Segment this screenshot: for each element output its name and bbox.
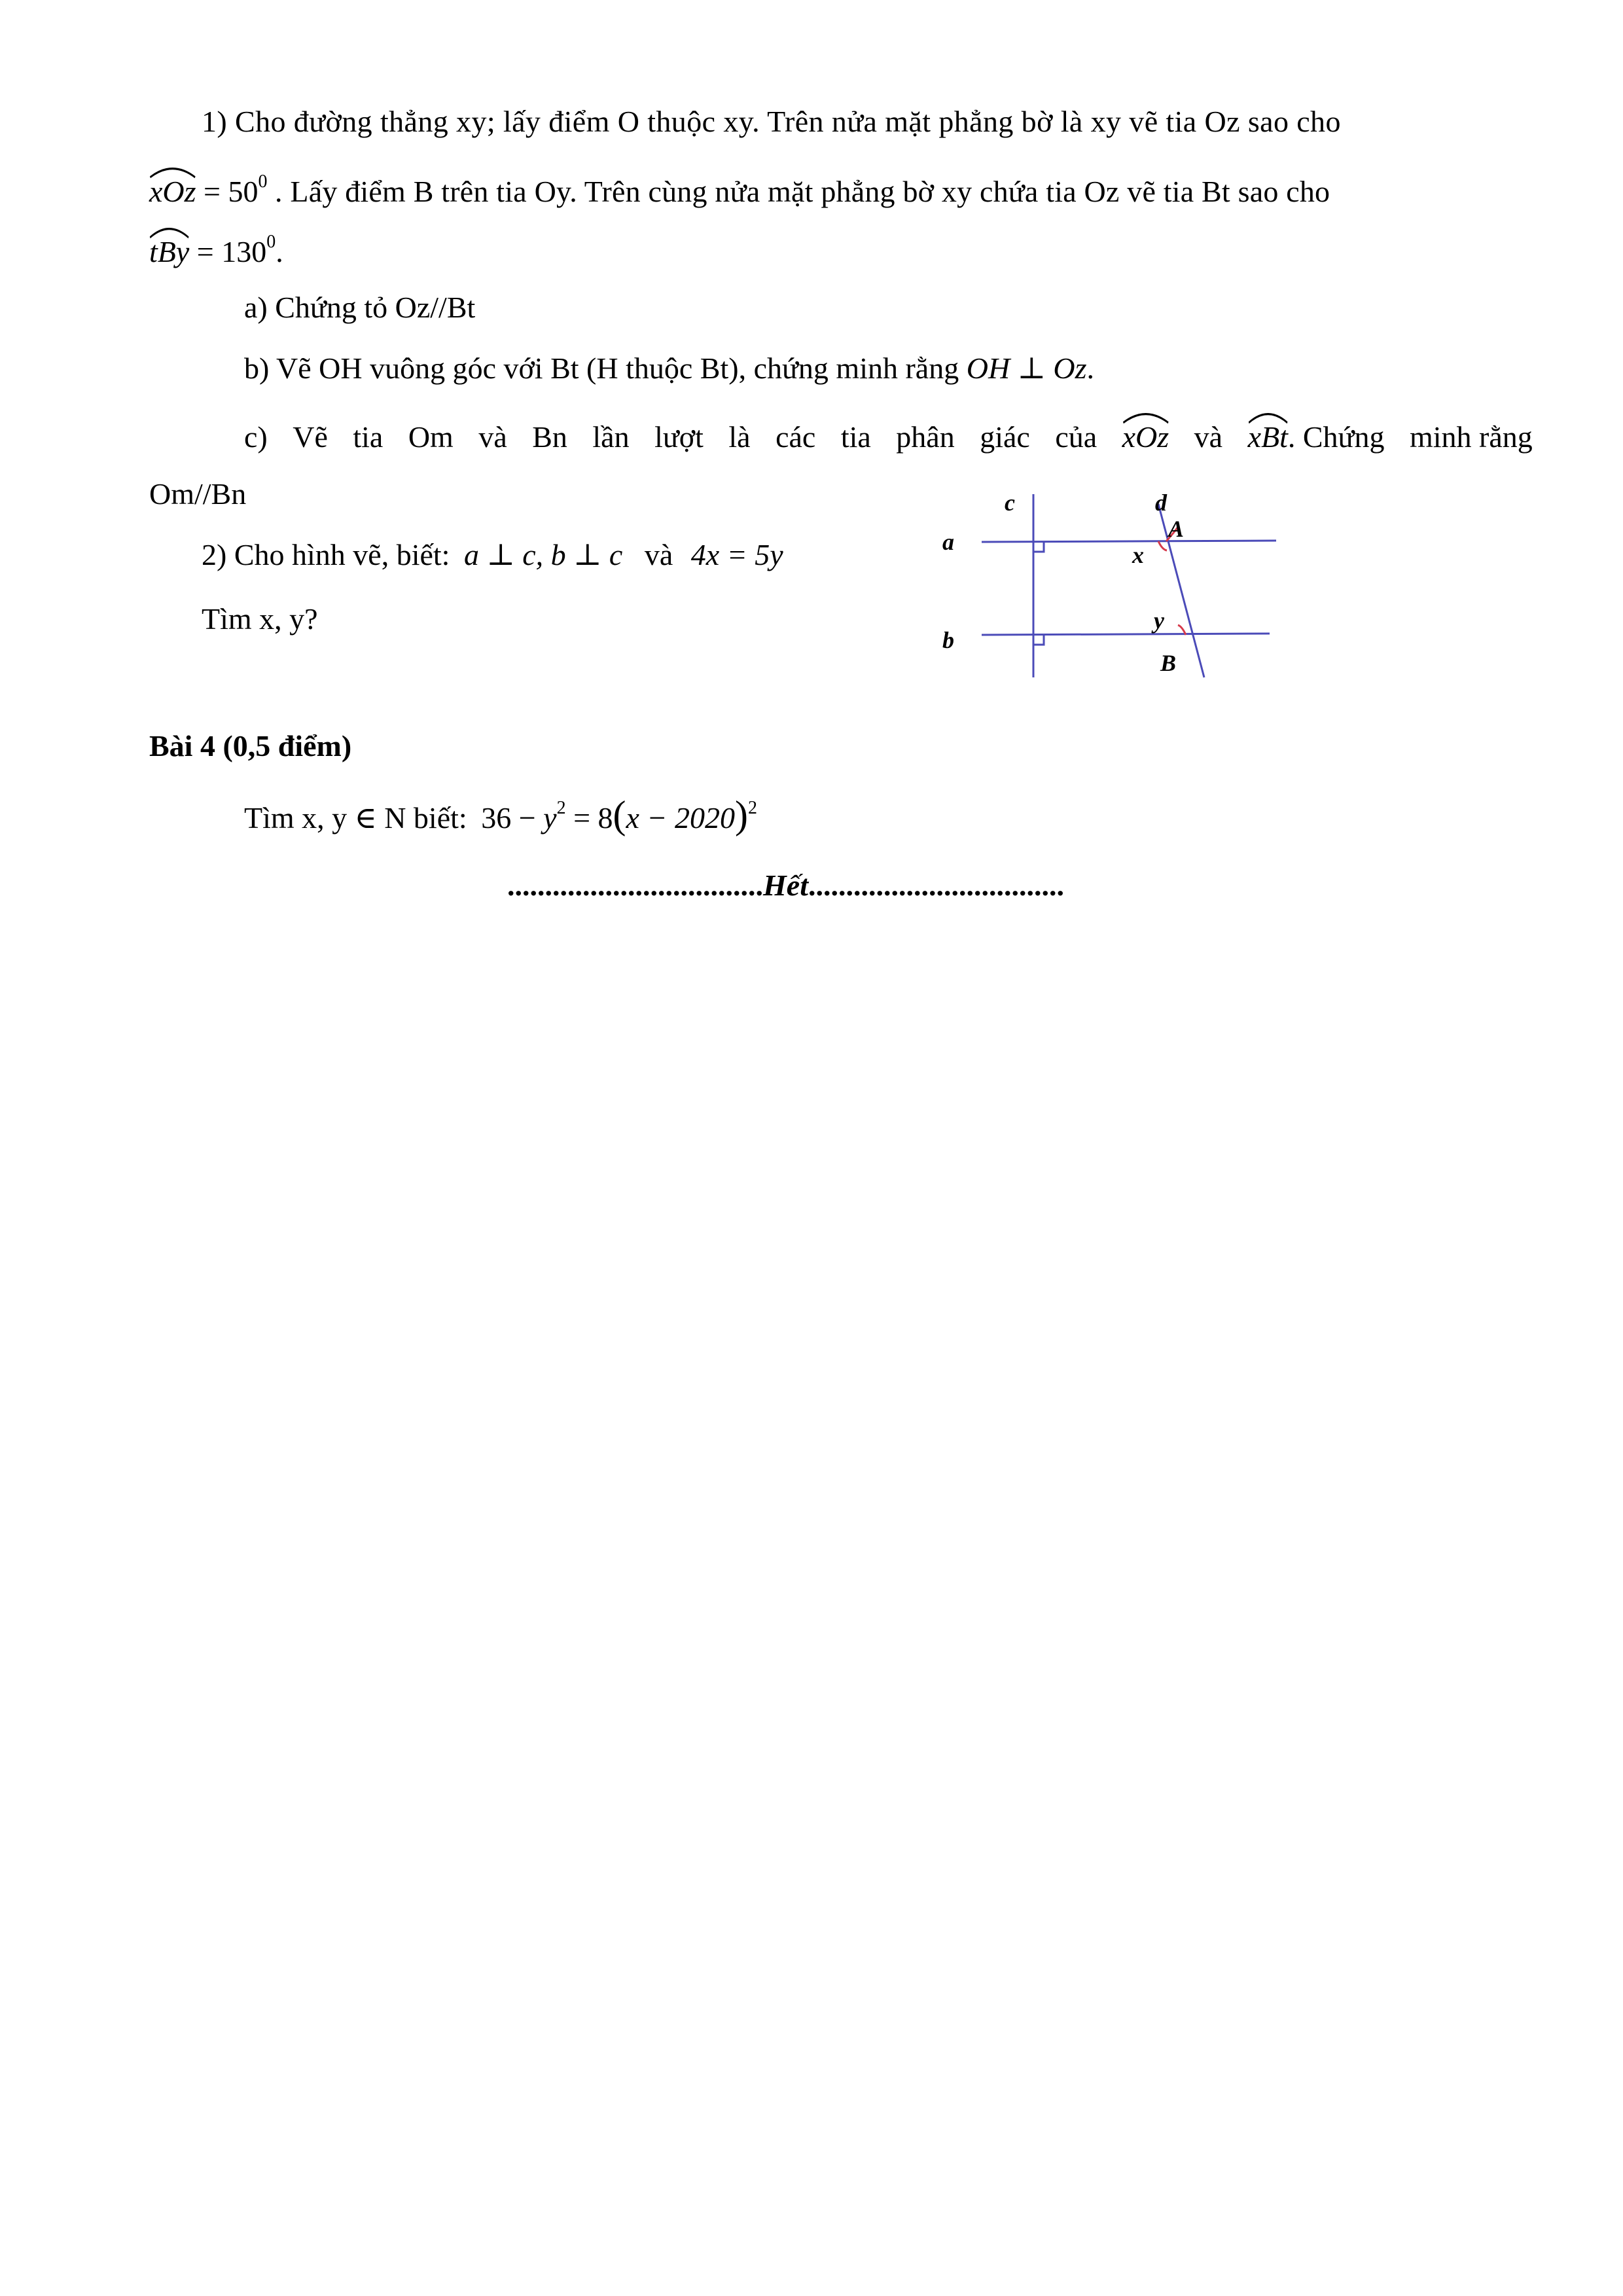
geometry-figure [942, 488, 1283, 684]
line-a [982, 541, 1276, 542]
label-a: a [942, 529, 954, 555]
label-B: B [1160, 650, 1177, 676]
q1-line1 [202, 103, 1533, 140]
q2-intro: 2) Cho hình vẽ, biết: a ⊥ c, b ⊥ c và 4x = 5y [202, 538, 783, 571]
q1-line2 [149, 164, 1330, 210]
angle-arc-x [1158, 541, 1167, 550]
degree-sign: 0 [258, 171, 268, 192]
line-b [982, 634, 1270, 635]
label-x: x [1132, 542, 1144, 568]
q1-line2-rest: . Lấy điểm B trên tia Oy. Trên cùng nửa mặt phẳng bờ xy chứa tia Oz vẽ tia Bt sao cho [275, 175, 1330, 208]
q1-part-c-line1: c) Vẽ tia Om và Bn lần lượt là các tia phân giác của xOz và xBt . Chứng minh rằng [244, 419, 1533, 456]
degree-sign-2: 0 [266, 232, 276, 252]
het-label: Hết [763, 869, 808, 902]
bai4-text: Tìm x, y ∈ N biết: $36 - y^2 = 8(x - 2020)^2$ [244, 793, 757, 836]
q1-part-c-line2: Om//Bn [149, 477, 247, 511]
angle-xOz-2: xOz [1122, 419, 1169, 456]
label-c: c [1005, 490, 1015, 516]
q1-line1-text: 1) Cho đường thẳng xy; lấy điểm O thuộc xy. Trên nửa mặt phẳng bờ là xy vẽ tia Oz sao cho [202, 105, 1341, 138]
label-d: d [1155, 490, 1167, 516]
label-b: b [942, 627, 954, 653]
q1-line3: tBy = $130^0$. [149, 224, 283, 270]
right-angle-b [1033, 635, 1044, 645]
q2-question: Tìm x, y? [202, 602, 318, 636]
angle-xOz: xOz [149, 173, 196, 210]
ratio-condition: 4x = 5y [690, 538, 783, 571]
eq-50: = 50 [204, 175, 259, 208]
q1-part-a: a) Chứng tỏ Oz//Bt [244, 291, 476, 324]
perp-condition: a ⊥ c, b ⊥ c [463, 538, 623, 571]
q1-part-b: b) Vẽ OH vuông góc với Bt (H thuộc Bt), chứng minh rằng OH ⊥ Oz. [244, 351, 1095, 385]
angle-xBt: xBt [1248, 419, 1288, 456]
label-A: A [1168, 516, 1185, 542]
end-marker: ..................................Hết.................................. [507, 869, 1064, 902]
right-angle-a [1033, 542, 1044, 552]
bai4-equation: $36 - y^2 = 8(x - 2020)^2$ [481, 793, 757, 836]
oh-perp-oz: OH ⊥ Oz [966, 351, 1087, 385]
eq-130: = 130 [196, 235, 267, 268]
label-y: y [1154, 607, 1164, 634]
angle-tBy: tBy [149, 234, 189, 270]
bai4-heading: Bài 4 (0,5 điểm) [149, 729, 352, 762]
